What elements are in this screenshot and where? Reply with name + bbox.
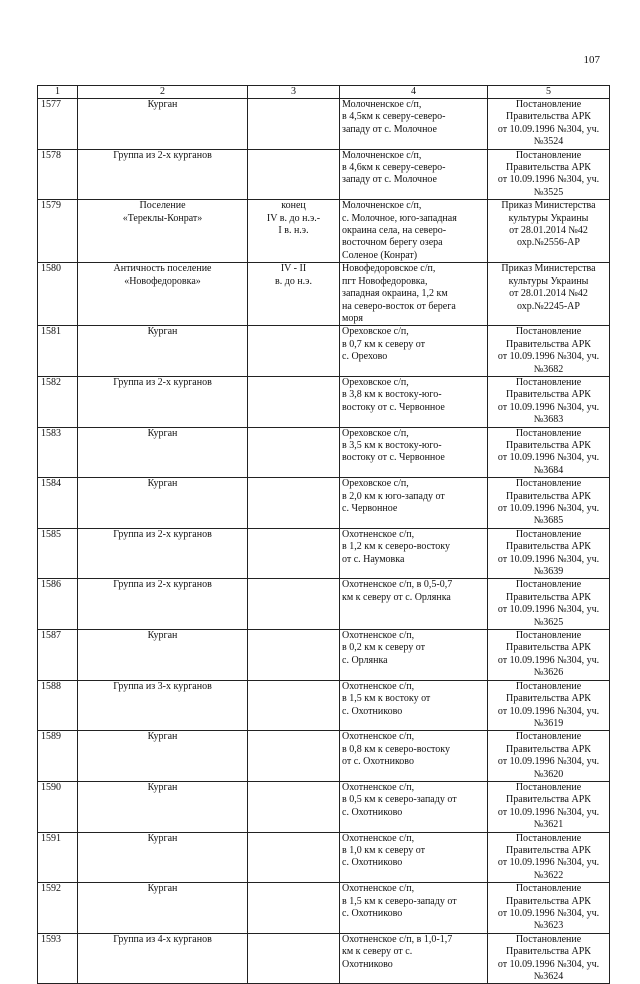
monument-date xyxy=(248,149,340,200)
table-header xyxy=(38,86,610,99)
monument-name: Курган xyxy=(78,478,248,529)
monument-name: Курган xyxy=(78,731,248,782)
table-row xyxy=(38,933,610,984)
row-number: 1583 xyxy=(38,427,78,478)
monument-location: Охотненское с/п, в 1,5 км к востоку от с. Охотниково xyxy=(340,680,488,731)
monument-location: Охотненское с/п, в 1,0 км к северу от с. Охотниково xyxy=(340,832,488,883)
column-header-location: 4 xyxy=(340,86,488,99)
protection-document: Постановление Правительства АРК от 10.09.1996 №304, уч.№3625 xyxy=(488,579,610,630)
protection-document: Постановление Правительства АРК от 10.09.1996 №304, уч.№3525 xyxy=(488,149,610,200)
table-row xyxy=(38,731,610,782)
table-row xyxy=(38,832,610,883)
table-row xyxy=(38,579,610,630)
monument-location: Охотненское с/п, в 1,5 км к северо-западу от с. Охотниково xyxy=(340,883,488,934)
table-row xyxy=(38,680,610,731)
table-row xyxy=(38,99,610,150)
monument-date xyxy=(248,99,340,150)
monument-date xyxy=(248,883,340,934)
protection-document: Постановление Правительства АРК от 10.09.1996 №304, уч.№3639 xyxy=(488,528,610,579)
monument-name: Группа из 4-х курганов xyxy=(78,933,248,984)
row-number: 1585 xyxy=(38,528,78,579)
row-number: 1588 xyxy=(38,680,78,731)
monument-name: Курган xyxy=(78,781,248,832)
monument-name: Античность поселение «Новофедоровка» xyxy=(78,263,248,326)
table-row xyxy=(38,263,610,326)
table-row xyxy=(38,630,610,681)
monument-location: Молочненское с/п, в 4,5км к северу-северо- западу от с. Молочное xyxy=(340,99,488,150)
row-number: 1579 xyxy=(38,200,78,263)
row-number: 1591 xyxy=(38,832,78,883)
row-number: 1589 xyxy=(38,731,78,782)
protection-document: Постановление Правительства АРК от 10.09.1996 №304, уч.№3623 xyxy=(488,883,610,934)
protection-document: Постановление Правительства АРК от 10.09.1996 №304, уч.№3622 xyxy=(488,832,610,883)
row-number: 1593 xyxy=(38,933,78,984)
column-header-date: 3 xyxy=(248,86,340,99)
monument-date xyxy=(248,680,340,731)
table-row xyxy=(38,376,610,427)
monument-date: конец IV в. до н.э.- I в. н.э. xyxy=(248,200,340,263)
protection-document: Постановление Правительства АРК от 10.09.1996 №304, уч.№3684 xyxy=(488,427,610,478)
monument-location: Ореховское с/п, в 0,7 км к северу от с. Орехово xyxy=(340,326,488,377)
monument-name: Курган xyxy=(78,427,248,478)
monument-location: Ореховское с/п, в 3,5 км к востоку-юго- востоку от с. Червонное xyxy=(340,427,488,478)
table-row xyxy=(38,478,610,529)
monument-date xyxy=(248,376,340,427)
protection-document: Постановление Правительства АРК от 10.09.1996 №304, уч.№3624 xyxy=(488,933,610,984)
table-row xyxy=(38,427,610,478)
row-number: 1584 xyxy=(38,478,78,529)
monument-location: Охотненское с/п, в 0,8 км к северо-востоку от с. Охотниково xyxy=(340,731,488,782)
monuments-table xyxy=(37,85,610,984)
monument-date xyxy=(248,528,340,579)
row-number: 1582 xyxy=(38,376,78,427)
row-number: 1580 xyxy=(38,263,78,326)
monument-date xyxy=(248,326,340,377)
monument-location: Ореховское с/п, в 2,0 км к юго-западу от с. Червонное xyxy=(340,478,488,529)
row-number: 1578 xyxy=(38,149,78,200)
protection-document: Постановление Правительства АРК от 10.09.1996 №304, уч.№3626 xyxy=(488,630,610,681)
table-row xyxy=(38,149,610,200)
protection-document: Постановление Правительства АРК от 10.09.1996 №304, уч.№3682 xyxy=(488,326,610,377)
row-number: 1586 xyxy=(38,579,78,630)
protection-document: Постановление Правительства АРК от 10.09.1996 №304, уч.№3685 xyxy=(488,478,610,529)
row-number: 1587 xyxy=(38,630,78,681)
header-row xyxy=(38,86,610,99)
table-row xyxy=(38,781,610,832)
protection-document: Постановление Правительства АРК от 10.09.1996 №304, уч.№3620 xyxy=(488,731,610,782)
monument-date: IV - II в. до н.э. xyxy=(248,263,340,326)
monument-location: Ореховское с/п, в 3,8 км к востоку-юго- востоку от с. Червонное xyxy=(340,376,488,427)
monument-name: Курган xyxy=(78,99,248,150)
monument-date xyxy=(248,933,340,984)
table-row xyxy=(38,200,610,263)
monument-date xyxy=(248,832,340,883)
monument-date xyxy=(248,579,340,630)
table-body xyxy=(38,99,610,984)
column-header-number: 1 xyxy=(38,86,78,99)
page-number: 107 xyxy=(583,54,600,66)
monument-location: Охотненское с/п, в 1,2 км к северо-востоку от с. Наумовка xyxy=(340,528,488,579)
row-number: 1581 xyxy=(38,326,78,377)
protection-document: Постановление Правительства АРК от 10.09.1996 №304, уч.№3621 xyxy=(488,781,610,832)
monument-location: Охотненское с/п, в 0,5 км к северо-западу от с. Охотниково xyxy=(340,781,488,832)
monument-location: Охотненское с/п, в 0,2 км к северу от с. Орлянка xyxy=(340,630,488,681)
monument-name: Группа из 2-х курганов xyxy=(78,528,248,579)
monument-location: Охотненское с/п, в 0,5-0,7 км к северу от с. Орлянка xyxy=(340,579,488,630)
table-row xyxy=(38,528,610,579)
monument-date xyxy=(248,427,340,478)
monument-name: Группа из 2-х курганов xyxy=(78,376,248,427)
protection-document: Постановление Правительства АРК от 10.09.1996 №304, уч.№3524 xyxy=(488,99,610,150)
monument-location: Новофедоровское с/п, пгт Новофедоровка, западная окраина, 1,2 км на северо-восток от берега моря xyxy=(340,263,488,326)
monument-name: Курган xyxy=(78,832,248,883)
monument-name: Курган xyxy=(78,883,248,934)
monument-location: Молочненское с/п, с. Молочное, юго-западная окраина села, на северо- восточном берегу озера Соленое (Конрат) xyxy=(340,200,488,263)
protection-document: Постановление Правительства АРК от 10.09.1996 №304, уч.№3619 xyxy=(488,680,610,731)
column-header-name: 2 xyxy=(78,86,248,99)
monument-name: Поселение «Тереклы-Конрат» xyxy=(78,200,248,263)
table-row xyxy=(38,326,610,377)
protection-document: Приказ Министерства культуры Украины от 28.01.2014 №42 охр.№2556-АР xyxy=(488,200,610,263)
table-row xyxy=(38,883,610,934)
monument-date xyxy=(248,478,340,529)
monument-location: Молочненское с/п, в 4,6км к северу-северо- западу от с. Молочное xyxy=(340,149,488,200)
monument-name: Группа из 2-х курганов xyxy=(78,579,248,630)
protection-document: Постановление Правительства АРК от 10.09.1996 №304, уч.№3683 xyxy=(488,376,610,427)
row-number: 1590 xyxy=(38,781,78,832)
monument-name: Курган xyxy=(78,630,248,681)
monument-date xyxy=(248,731,340,782)
protection-document: Приказ Министерства культуры Украины от 28.01.2014 №42 охр.№2245-АР xyxy=(488,263,610,326)
row-number: 1592 xyxy=(38,883,78,934)
monument-name: Группа из 3-х курганов xyxy=(78,680,248,731)
monument-name: Группа из 2-х курганов xyxy=(78,149,248,200)
monument-location: Охотненское с/п, в 1,0-1,7 км к северу от с. Охотниково xyxy=(340,933,488,984)
monument-name: Курган xyxy=(78,326,248,377)
monument-date xyxy=(248,781,340,832)
monument-date xyxy=(248,630,340,681)
row-number: 1577 xyxy=(38,99,78,150)
column-header-document: 5 xyxy=(488,86,610,99)
